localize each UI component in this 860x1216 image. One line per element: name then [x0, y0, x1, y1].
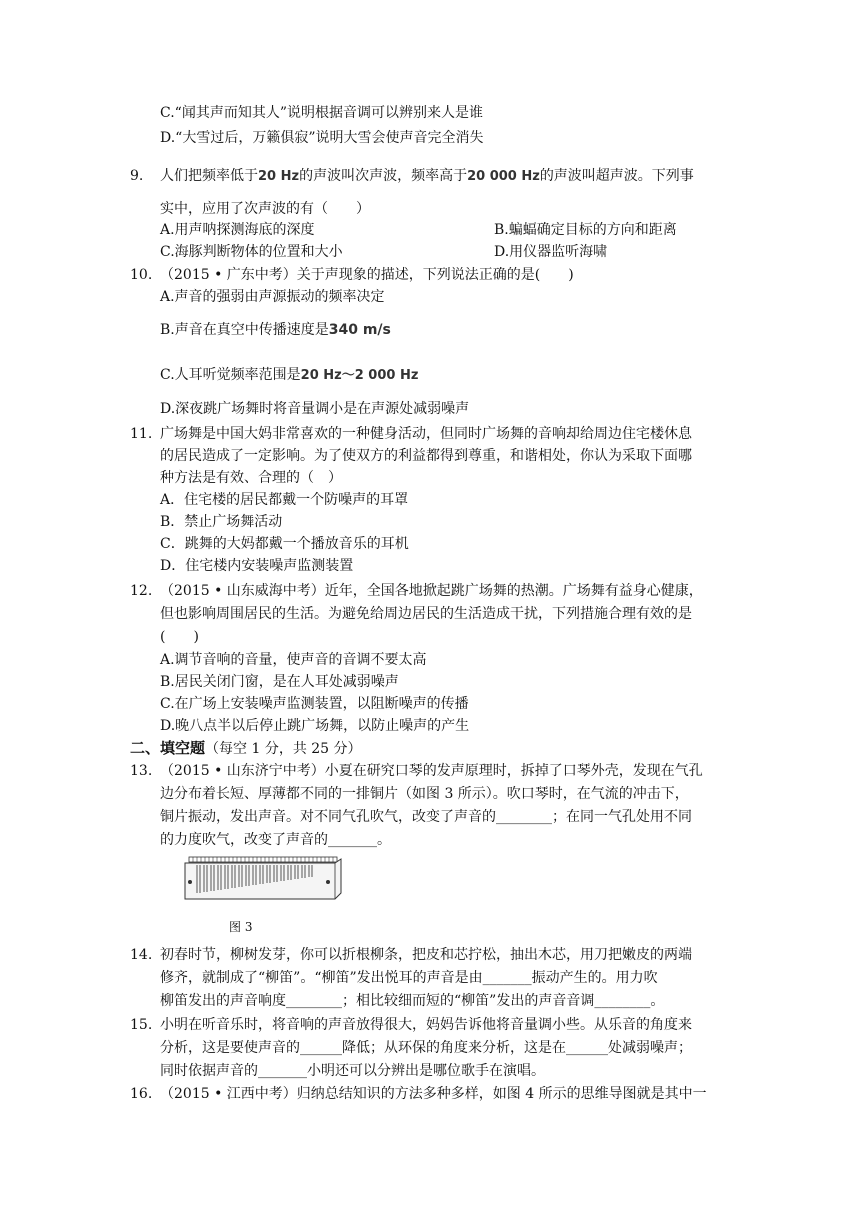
q8-option-d: D.“大雪过后，万籁俱寂”说明大雪会使声音完全消失: [160, 130, 484, 146]
q9-stem-line1: [160, 166, 694, 187]
q12-number: 12.: [130, 583, 153, 599]
q11-line3: 种方法是有效、合理的（ ）: [160, 470, 342, 486]
section-subtitle: （每空 1 分，共 25 分）: [205, 741, 362, 757]
q11-line1: 广场舞是中国大妈非常喜欢的一种健身活动，但同时广场舞的音响却给周边住宅楼休息: [160, 426, 692, 442]
q9-value-20000hz: 20 000 Hz: [467, 169, 540, 184]
q12-option-a: A.调节音响的音量，使声音的音调不要太高: [160, 652, 427, 668]
q14-line2: 修齐，就制成了“柳笛”。“柳笛”发出悦耳的声音是由_______振动产生的。用力吹: [160, 970, 658, 986]
q13-number: 13.: [130, 763, 153, 779]
q12-line2: 但也影响周围居民的生活。为避免给周边居民的生活造成干扰，下列措施合理有效的是: [160, 606, 692, 622]
q13-line2: 边分布着长短、厚薄都不同的一排铜片（如图 3 所示）。吹口琴时，在气流的冲击下，: [160, 786, 689, 802]
q9-option-d: D.用仪器监听海啸: [494, 244, 608, 260]
q13-line3: 铜片振动，发出声音。对不同气孔吹气，改变了声音的________；在同一气孔处用不同: [160, 809, 692, 825]
q9-value-20hz: 20 Hz: [258, 169, 300, 184]
q12-option-d: D.晚八点半以后停止跳广场舞，以防止噪声的产生: [160, 718, 470, 734]
q10-option-d: D.深夜跳广场舞时将音量调小是在声源处减弱噪声: [160, 401, 470, 417]
q11-option-d: D．住宅楼内安装噪声监测装置: [160, 558, 354, 574]
section-heading-fill-in: [130, 738, 362, 759]
q9-stem-line2: 实中，应用了次声波的有（ ）: [160, 201, 370, 217]
q12-option-b: B.居民关闭门窗，是在人耳处减弱噪声: [160, 674, 399, 690]
q11-option-a: A．住宅楼的居民都戴一个防噪声的耳罩: [160, 492, 409, 508]
q15-line1: 小明在听音乐时，将音响的声音放得很大，妈妈告诉他将音量调小些。从乐音的角度来: [160, 1017, 692, 1033]
q11-number: 11.: [130, 426, 153, 442]
section-title: 二、填空题: [130, 739, 206, 757]
q10-number: 10.: [130, 267, 153, 283]
q9-option-b: B.蝙蝠确定目标的方向和距离: [494, 222, 677, 238]
q11-option-b: B．禁止广场舞活动: [160, 514, 283, 530]
q10-option-b: [160, 320, 391, 340]
q9-stem-b: 的声波叫次声波，频率高于: [299, 168, 468, 184]
q8-option-c: C.“闻其声而知其人”说明根据音调可以辨别来人是谁: [160, 105, 483, 121]
q9-stem-c: 的声波叫超声波。下列事: [539, 168, 694, 184]
q11-line2: 的居民造成了一定影响。为了使双方的利益都得到尊重，和谐相处，你认为采取下面哪: [160, 448, 692, 464]
q13-line4: 的力度吹气，改变了声音的_______。: [160, 832, 391, 848]
q12-option-c: C.在广场上安装噪声监测装置，以阻断噪声的传播: [160, 696, 469, 712]
q10-option-b-value: 340 m/s: [328, 322, 391, 338]
q14-number: 14.: [130, 947, 153, 963]
q9-stem-a: 人们把频率低于: [160, 168, 258, 184]
q11-option-c: C．跳舞的大妈都戴一个播放音乐的耳机: [160, 536, 409, 552]
q10-option-c-value: 20 Hz～2 000 Hz: [300, 368, 419, 383]
q12-line1: （2015 • 山东威海中考）近年，全国各地掀起跳广场舞的热潮。广场舞有益身心健康，: [160, 583, 703, 599]
q10-option-c: [160, 365, 418, 386]
q9-option-a: A.用声呐探测海底的深度: [160, 222, 315, 238]
harmonica-reed-figure: [183, 855, 343, 905]
figure-caption: 图 3: [229, 920, 253, 934]
q14-line3: 柳笛发出的声音响度________；相比较细而短的“柳笛”发出的声音音调________。: [160, 993, 665, 1009]
q10-option-b-text: B.声音在真空中传播速度是: [160, 322, 329, 338]
q15-number: 15.: [130, 1017, 153, 1033]
q9-option-c: C.海豚判断物体的位置和大小: [160, 244, 343, 260]
q15-line2: 分析，这是要使声音的______降低；从环保的角度来分析，这是在______处减弱噪声；: [160, 1040, 692, 1056]
q16-line1: （2015 • 江西中考）归纳总结知识的方法多种多样，如图 4 所示的思维导图就是其中一: [160, 1086, 707, 1102]
q10-stem: （2015 • 广东中考）关于声现象的描述，下列说法正确的是( ): [160, 267, 574, 283]
q14-line1: 初春时节，柳树发芽，你可以折根柳条，把皮和芯拧松，抽出木芯，用刀把嫩皮的两端: [160, 947, 692, 963]
q9-number: 9.: [130, 168, 144, 184]
q10-option-a: A.声音的强弱由声源振动的频率决定: [160, 289, 385, 305]
q15-line3: 同时依据声音的_______小明还可以分辨出是哪位歌手在演唱。: [160, 1063, 545, 1079]
q16-number: 16.: [130, 1086, 153, 1102]
q12-line3: ( ): [160, 629, 199, 645]
q13-line1: （2015 • 山东济宁中考）小夏在研究口琴的发声原理时，拆掉了口琴外壳，发现在气孔: [160, 763, 703, 779]
q10-option-c-text: C.人耳听觉频率范围是: [160, 367, 301, 383]
